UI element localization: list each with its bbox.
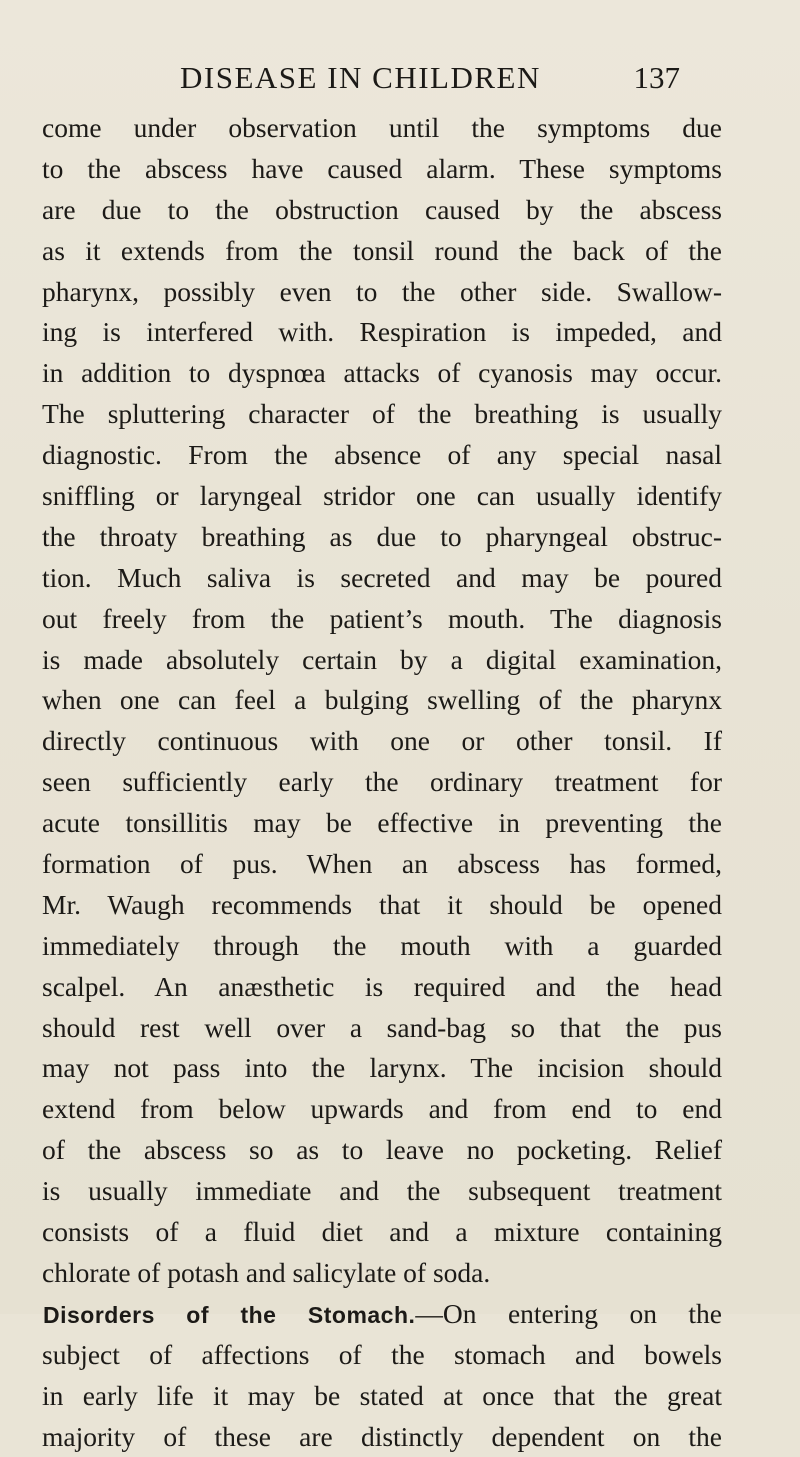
text-line: are due to the obstruction caused by the abscess <box>42 190 722 231</box>
text-line: Mr. Waugh recommends that it should be opened <box>42 885 722 926</box>
text-line: come under observation until the symptoms due <box>42 108 722 149</box>
text-line: may not pass into the larynx. The incision should <box>42 1048 722 1089</box>
text-line: majority of these are distinctly dependent on the <box>42 1417 722 1457</box>
text-line: is usually immediate and the subsequent treatment <box>42 1171 722 1212</box>
section-first-line-text: —On entering on the <box>415 1298 722 1329</box>
text-line: as it extends from the tonsil round the back of the <box>42 231 722 272</box>
page-number: 137 <box>634 60 681 96</box>
text-line: immediately through the mouth with a guarded <box>42 926 722 967</box>
text-line: subject of affections of the stomach and bowels <box>42 1335 722 1376</box>
text-line: consists of a fluid diet and a mixture containing <box>42 1212 722 1253</box>
text-line: chlorate of potash and salicylate of soda. <box>42 1253 722 1294</box>
text-line: of the abscess so as to leave no pocketing. Relief <box>42 1130 722 1171</box>
text-line: out freely from the patient’s mouth. The diagnosis <box>42 599 722 640</box>
text-line: formation of pus. When an abscess has formed, <box>42 844 722 885</box>
text-line: sniffling or laryngeal stridor one can usually identify <box>42 476 722 517</box>
text-line: is made absolutely certain by a digital examination, <box>42 640 722 681</box>
text-line: scalpel. An anæsthetic is required and the head <box>42 967 722 1008</box>
text-line: to the abscess have caused alarm. These symptoms <box>42 149 722 190</box>
text-line: when one can feel a bulging swelling of the pharynx <box>42 680 722 721</box>
text-line: acute tonsillitis may be effective in preventing the <box>42 803 722 844</box>
text-line: ing is interfered with. Respiration is impeded, and <box>42 312 722 353</box>
text-line: diagnostic. From the absence of any special nasal <box>42 435 722 476</box>
text-line: The spluttering character of the breathing is usually <box>42 394 722 435</box>
text-line: seen sufficiently early the ordinary treatment for <box>42 762 722 803</box>
text-line: the throaty breathing as due to pharyngeal obstruc- <box>42 517 722 558</box>
text-line: directly continuous with one or other tonsil. If <box>42 721 722 762</box>
text-line: pharynx, possibly even to the other side. Swallow- <box>42 272 722 313</box>
text-line: in early life it may be stated at once that the great <box>42 1376 722 1417</box>
running-title: DISEASE IN CHILDREN <box>180 60 541 96</box>
page-header <box>180 60 680 100</box>
text-line: in addition to dyspnœa attacks of cyanosis may occur. <box>42 353 722 394</box>
section-first-line <box>42 1294 722 1335</box>
body-text <box>42 108 722 1457</box>
text-line: extend from below upwards and from end to end <box>42 1089 722 1130</box>
section-heading: Disorders of the Stomach. <box>43 1302 415 1328</box>
text-line: should rest well over a sand-bag so that the pus <box>42 1008 722 1049</box>
text-line: tion. Much saliva is secreted and may be poured <box>42 558 722 599</box>
